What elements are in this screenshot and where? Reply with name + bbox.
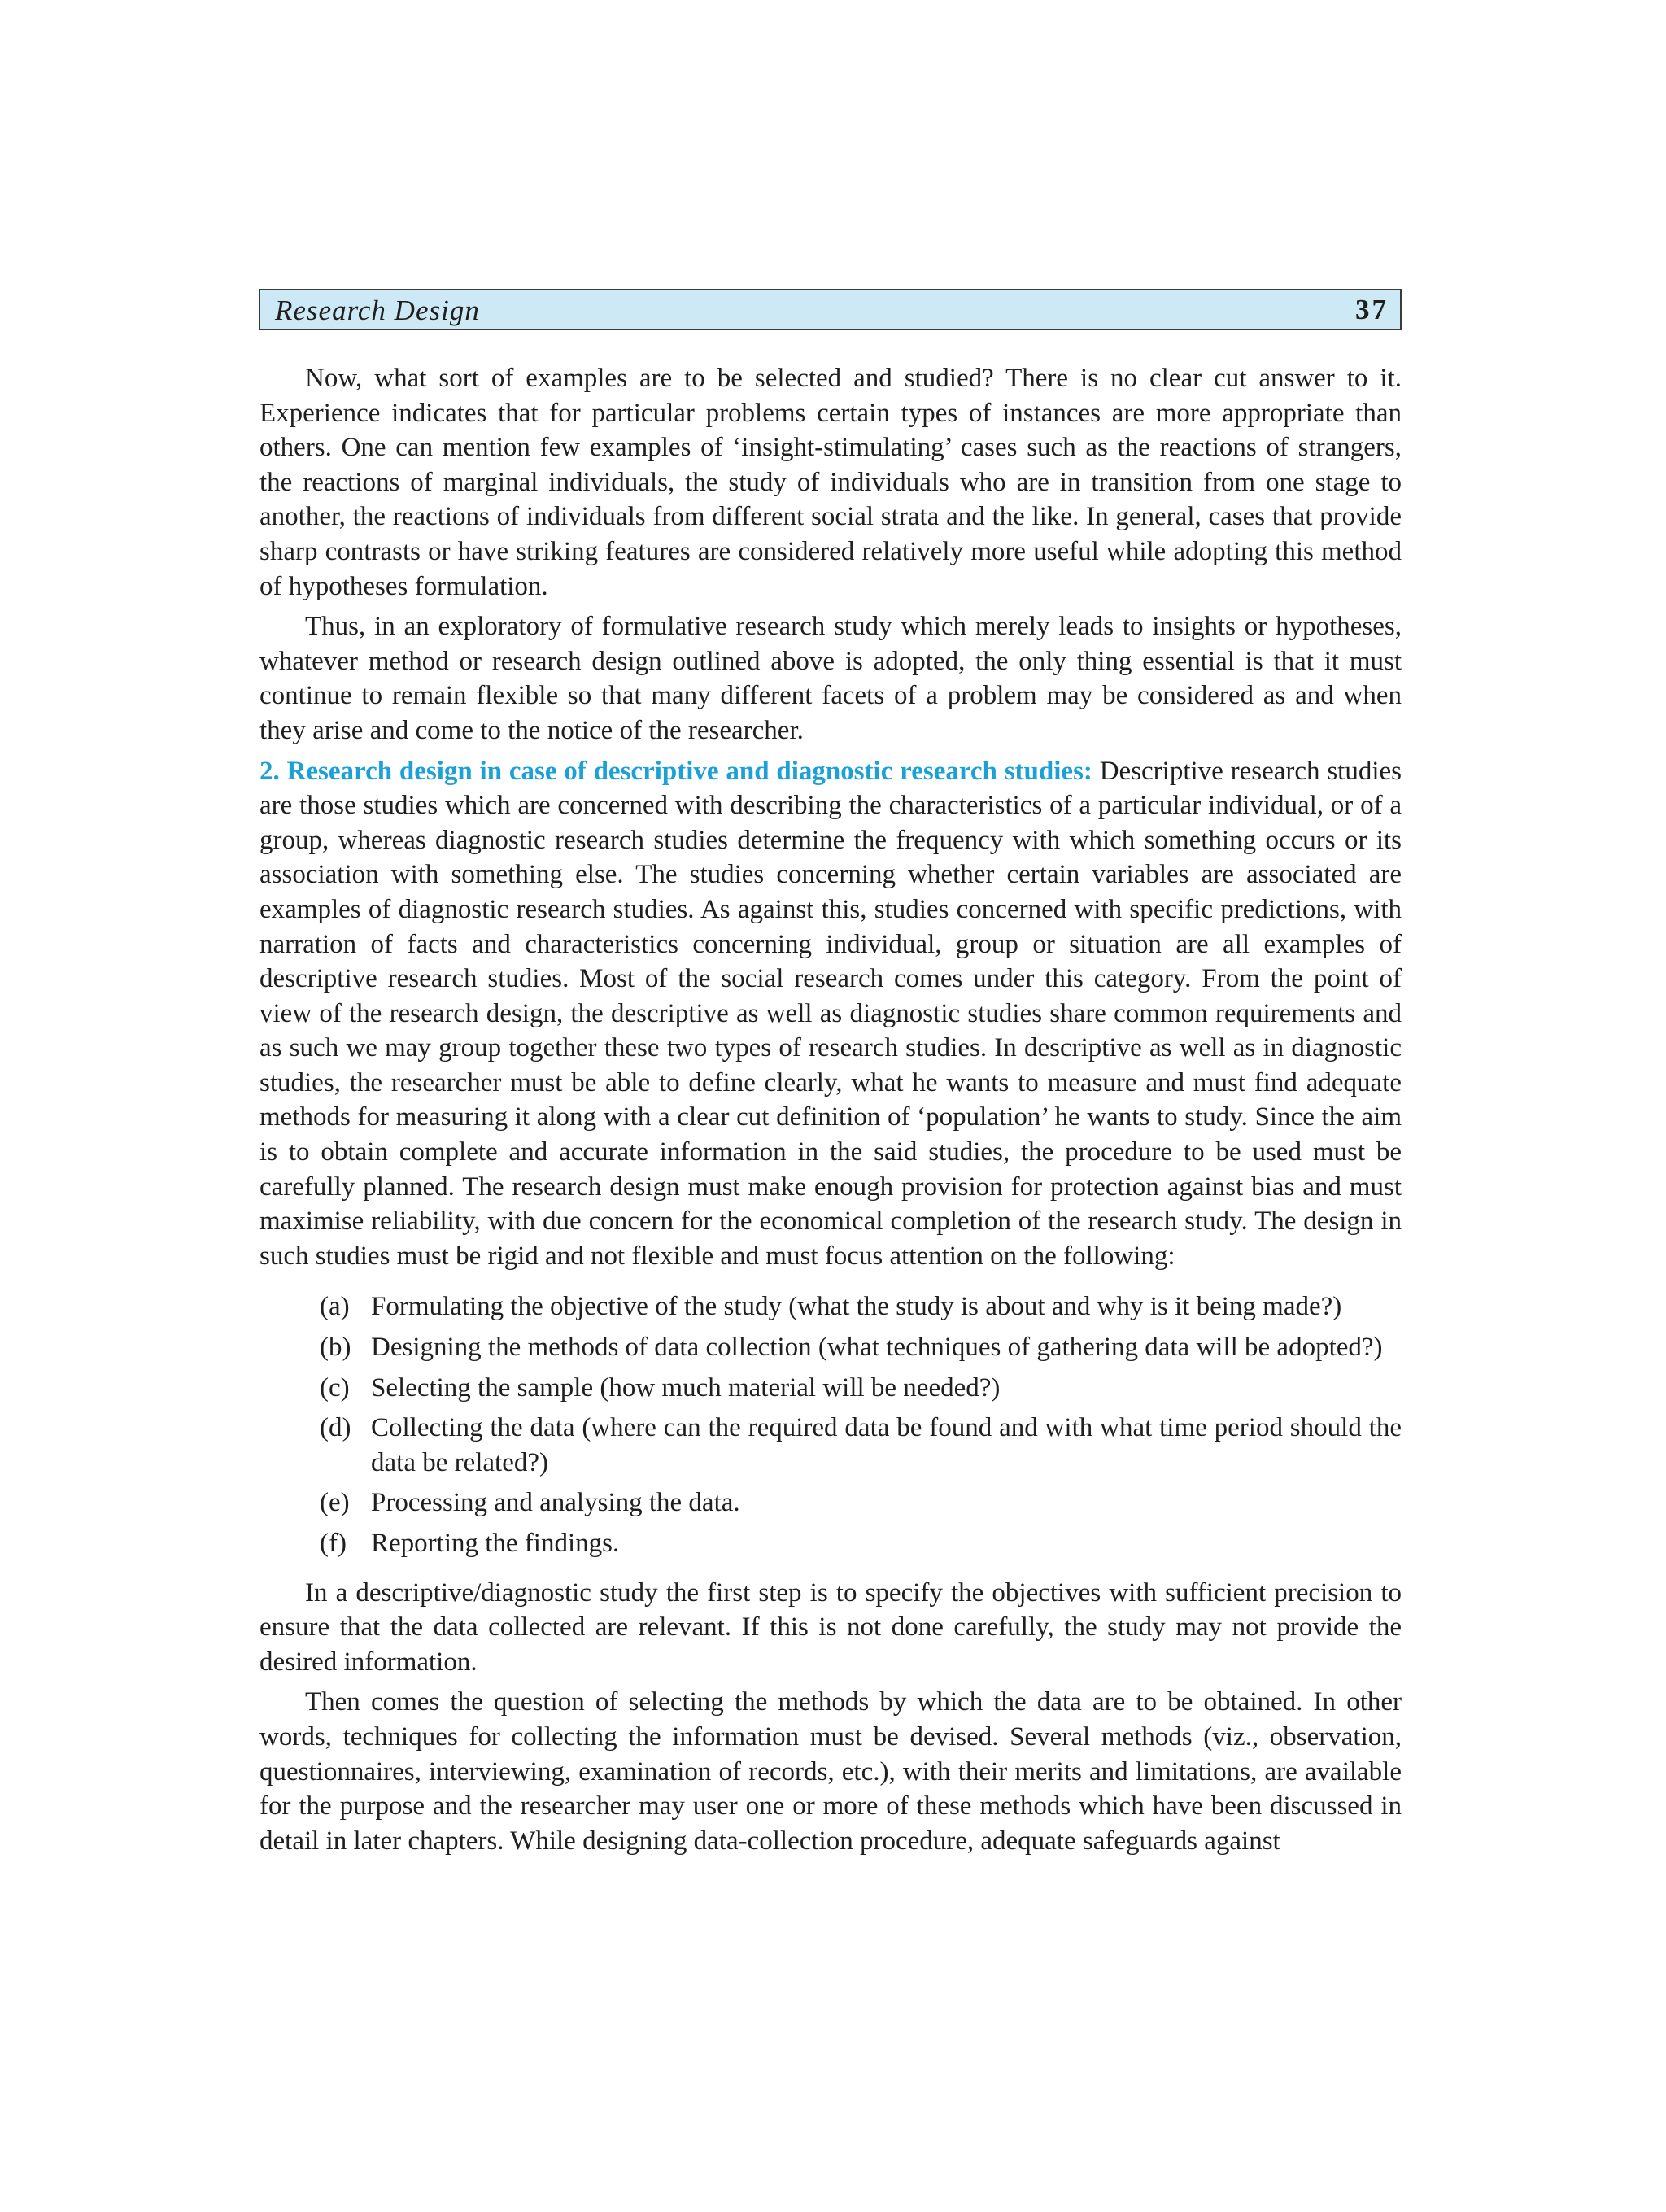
body-text: [259, 361, 1402, 1864]
list-item-text: Selecting the sample (how much material will be needed?): [371, 1372, 1001, 1403]
paragraph: Now, what sort of examples are to be selected and studied? There is no clear cut answer to it. Experience indicates that for particular problems certain types of instances are more appropriate than others. One can mention few examples of ‘insight-stimulating’ cases such as the reactions of strangers, the reactions of marginal individuals, the study of individuals who are in transition from one stage to another, the reactions of individuals from different social strata and the like. In general, cases that provide sharp contrasts or have striking features are considered relatively more useful while adopting this method of hypotheses formulation.: [259, 364, 1402, 601]
running-header: [259, 289, 1402, 330]
steps-list: [259, 1289, 1402, 1560]
list-item: [259, 1289, 1402, 1324]
list-item: [259, 1371, 1402, 1406]
list-item: [259, 1486, 1402, 1520]
list-marker: (a): [320, 1292, 350, 1322]
paragraph: Then comes the question of selecting the methods by which the data are to be obtained. In other words, techniques for collecting the information must be devised. Several methods (viz., observation, questionnaires, interviewing, examination of records, etc.), with their merits and limitations, are available for the purpose and the researcher may user one or more of these methods which have been discussed in detail in later chapters. While designing data-collection procedure, adequate safeguards against: [259, 1687, 1402, 1856]
paragraph: In a descriptive/diagnostic study the first step is to specify the objectives with sufficient precision to ensure that the data collected are relevant. If this is not done carefully, the study may not provide the desired information.: [259, 1577, 1402, 1677]
running-header-title: Research Design: [275, 294, 480, 326]
section-heading: 2. Research design in case of descriptive and diagnostic research studies:: [259, 756, 1092, 786]
list-marker: (e): [320, 1488, 350, 1518]
list-marker: (f): [320, 1529, 347, 1558]
page-number: 37: [1355, 294, 1389, 325]
list-item: [259, 1411, 1402, 1480]
list-item-text: Reporting the findings.: [371, 1529, 620, 1558]
paragraph: Thus, in an exploratory of formulative research study which merely leads to insights or hypotheses, whatever method or research design outlined above is adopted, the only thing essential is that it must continue to remain flexible so that many different facets of a problem may be considered as and when they arise and come to the notice of the researcher.: [259, 612, 1402, 745]
list-item: [259, 1526, 1402, 1561]
list-item-text: Collecting the data (where can the required data be found and with what time period should the data be related?): [371, 1413, 1402, 1477]
list-item: [259, 1330, 1402, 1365]
section-text: Descriptive research studies are those studies which are concerned with describing the characteristics of a particular individual, or of a group, whereas diagnostic research studies determine the frequency with which something occurs or its association with something else. The studies concerning whether certain variables are associated are examples of diagnostic research studies. As against this, studies concerned with specific predictions, with narration of facts and characteristics concerning individual, group or situation are all examples of descriptive research studies. Most of the social research comes under this category. From the point of view of the research design, the descriptive as well as diagnostic studies share common requirements and as such we may group together these two types of research studies. In descriptive as well as in diagnostic studies, the researcher must be able to define clearly, what he wants to measure and must find adequate methods for measuring it along with a clear cut definition of ‘population’ he wants to study. Since the aim is to obtain complete and accurate information in the said studies, the procedure to be used must be carefully planned. The research design must make enough provision for protection against bias and must maximise reliability, with due concern for the economical completion of the research study. The design in such studies must be rigid and not flexible and must focus attention on the following:: [259, 756, 1402, 1271]
section-paragraph: [259, 754, 1402, 1274]
list-item-text: Processing and analysing the data.: [371, 1488, 740, 1518]
list-item-text: Designing the methods of data collection (what techniques of gathering data will be adopted?): [371, 1333, 1383, 1363]
list-item-text: Formulating the objective of the study (what the study is about and why is it being made?): [371, 1292, 1342, 1322]
list-marker: (c): [320, 1372, 350, 1403]
list-marker: (d): [320, 1413, 351, 1443]
list-marker: (b): [320, 1333, 351, 1363]
